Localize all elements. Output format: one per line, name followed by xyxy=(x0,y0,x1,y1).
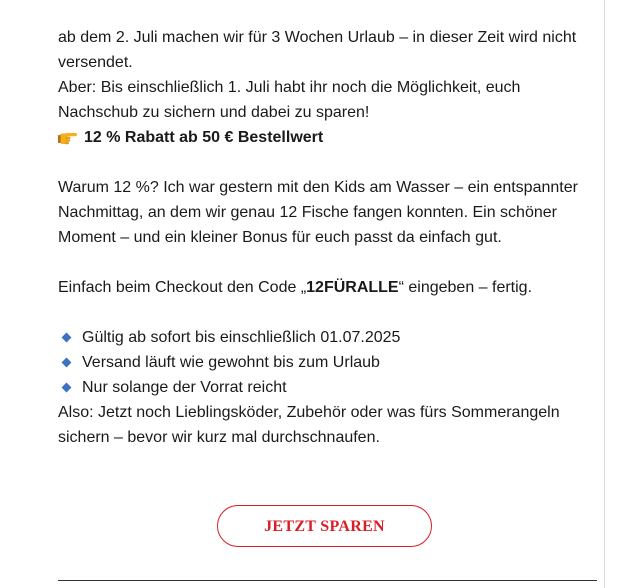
email-body xyxy=(58,25,593,450)
bottom-divider xyxy=(58,580,597,581)
pointing-hand-icon xyxy=(58,128,78,148)
intro-vacation-text: ab dem 2. Juli machen wir für 3 Wochen Urlaub – in dieser Zeit wird nicht versendet. xyxy=(58,29,577,71)
discount-code: 12FÜRALLE xyxy=(306,279,399,296)
offer-line xyxy=(58,125,593,150)
spacer xyxy=(58,150,593,175)
list-item xyxy=(58,325,593,350)
closing-text: Also: Jetzt noch Lieblingsköder, Zubehör oder was fürs Sommerangeln sichern – bevor wir kurz mal durchschnaufen. xyxy=(58,404,560,446)
list-item-text: Versand läuft wie gewohnt bis zum Urlaub xyxy=(82,354,380,371)
checkout-prefix: Einfach beim Checkout den Code „ xyxy=(58,279,307,296)
story-text: Warum 12 %? Ich war gestern mit den Kids am Wasser – ein entspannter Nachmittag, an dem wir genau 12 Fische fangen konnten. Ein schöner Moment – und ein kleiner Bonus für euch passt da einfach gut. xyxy=(58,179,578,246)
list-item xyxy=(58,375,593,400)
right-divider xyxy=(604,0,605,588)
diamond-bullet-icon xyxy=(62,383,72,393)
spacer xyxy=(58,250,593,275)
spacer xyxy=(58,300,593,325)
conditions-list xyxy=(58,325,593,400)
offer-text: 12 % Rabatt ab 50 € Bestellwert xyxy=(84,129,324,146)
list-item xyxy=(58,350,593,375)
list-item-text: Gültig ab sofort bis einschließlich 01.07.2025 xyxy=(82,329,401,346)
jetzt-sparen-button[interactable]: JETZT SPAREN xyxy=(217,505,432,547)
list-item-text: Nur solange der Vorrat reicht xyxy=(82,379,287,396)
intro-deadline-text: Aber: Bis einschließlich 1. Juli habt ihr noch die Möglichkeit, euch Nachschub zu sichern und dabei zu sparen! xyxy=(58,79,521,121)
checkout-instruction xyxy=(58,275,593,300)
checkout-suffix: “ eingeben – fertig. xyxy=(398,279,533,296)
diamond-bullet-icon xyxy=(62,333,72,343)
diamond-bullet-icon xyxy=(62,358,72,368)
